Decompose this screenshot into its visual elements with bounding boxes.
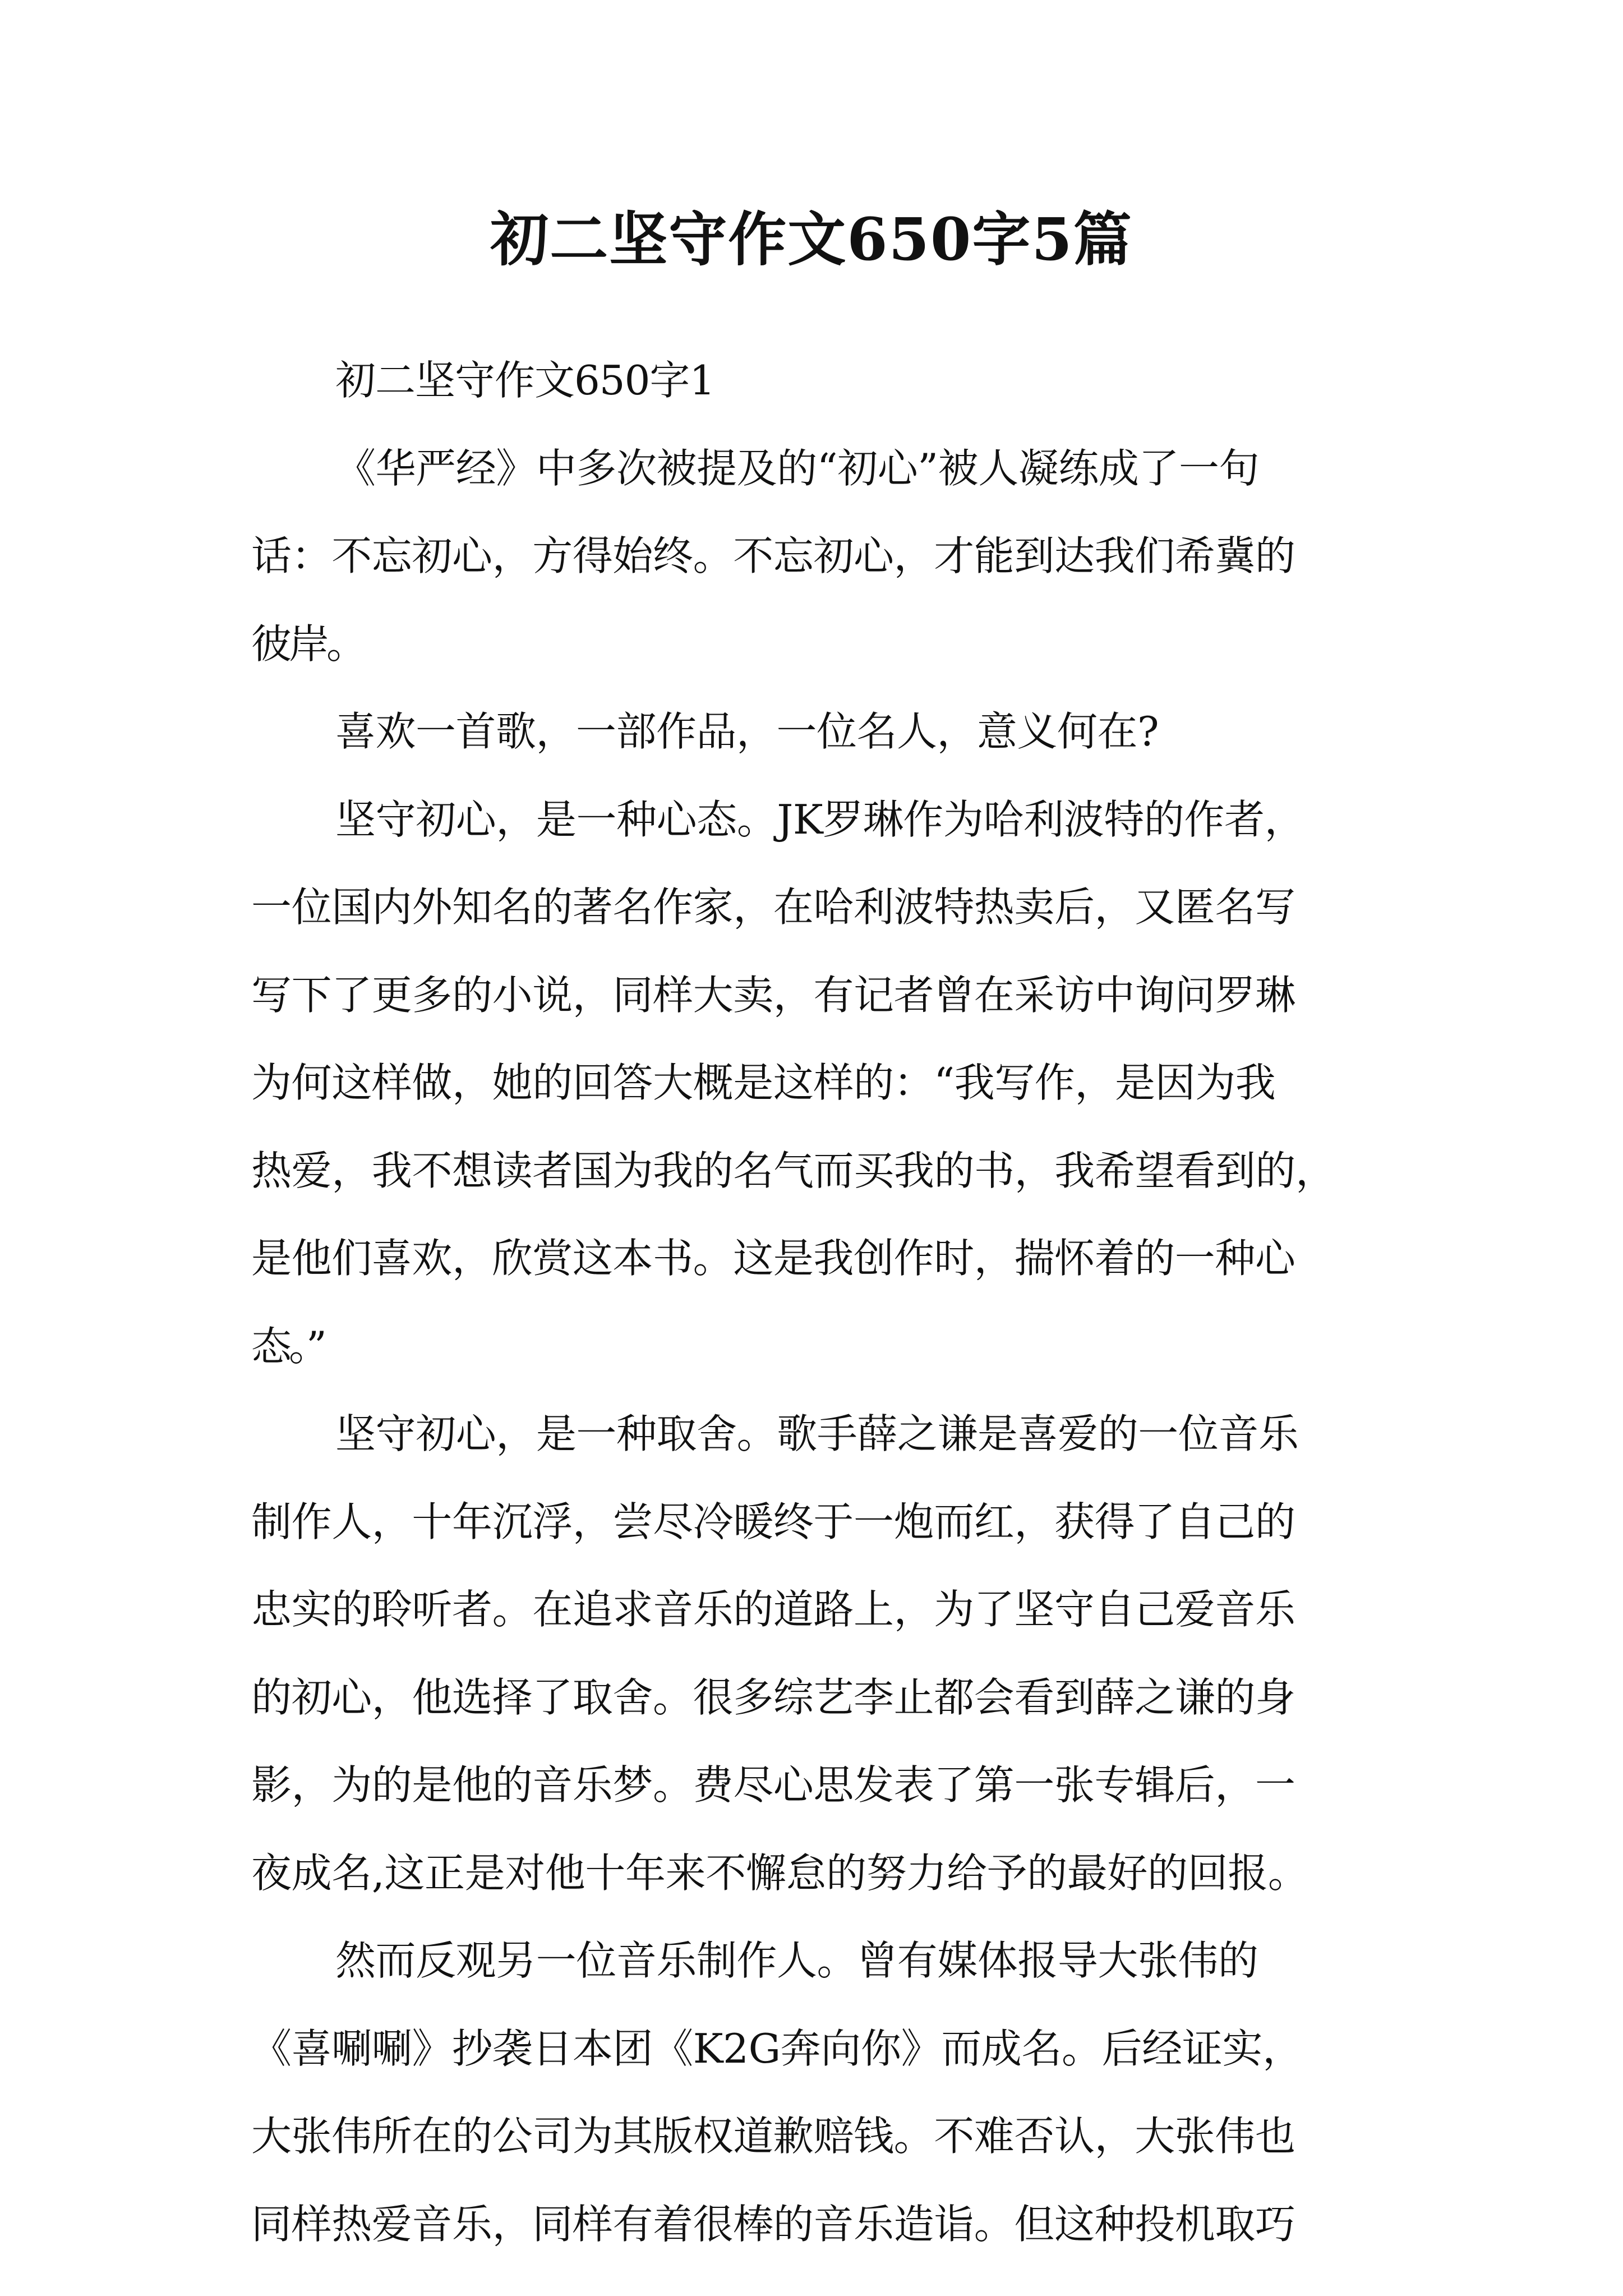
text-line: 夜成名,这正是对他十年来不懈怠的努力给予的最好的回报。	[251, 1849, 1308, 1897]
text-line: 制作人，十年沉浮，尝尽冷暖终于一炮而红，获得了自己的	[251, 1498, 1295, 1545]
text-line: 写下了更多的小说，同样大卖，有记者曾在采访中询问罗琳	[251, 971, 1295, 1019]
document-body	[251, 337, 1373, 2268]
text-line: 坚守初心，是一种取舍。歌手薛之谦是喜爱的一位音乐	[335, 1410, 1299, 1457]
text-line: 一位国内外知名的著名作家，在哈利波特热卖后，又匿名写	[251, 884, 1295, 931]
text-line: 是他们喜欢，欣赏这本书。这是我创作时，揣怀着的一种心	[251, 1235, 1295, 1282]
text-line: 坚守初心，是一种心态。JK罗琳作为哈利波特的作者，	[335, 795, 1305, 843]
text-line: 话：不忘初心，方得始终。不忘初心，才能到达我们希冀的	[251, 532, 1295, 579]
text-line: 彼岸。	[251, 620, 365, 668]
text-line: 忠实的聆听者。在追求音乐的道路上，为了坚守自己爱音乐	[251, 1586, 1295, 1633]
text-line: 然而反观另一位音乐制作人。曾有媒体报导大张伟的	[335, 1937, 1258, 1984]
text-line: 大张伟所在的公司为其版权道歉赔钱。不难否认，大张伟也	[251, 2113, 1295, 2160]
text-line: 为何这样做，她的回答大概是这样的：“我写作，是因为我	[251, 1059, 1276, 1106]
text-line: 态。”	[251, 1322, 324, 1370]
document-title: 初二坚守作文650字5篇	[490, 205, 1133, 274]
text-line: 影，为的是他的音乐梦。费尽心思发表了第一张专辑后，一	[251, 1761, 1295, 1809]
text-line: 《喜唰唰》抄袭日本团《K2G奔向你》而成名。后经证实，	[251, 2024, 1303, 2072]
text-line: 同样热爱音乐，同样有着很棒的音乐造诣。但这种投机取巧	[251, 2200, 1295, 2248]
text-line: 《华严经》中多次被提及的“初心”被人凝练成了一句	[335, 444, 1260, 492]
text-line: 的初心，他选择了取舍。很多综艺李止都会看到薛之谦的身	[251, 1673, 1295, 1721]
text-line: 喜欢一首歌，一部作品，一位名人，意义何在?	[335, 708, 1159, 755]
text-line: 热爱，我不想读者国为我的名气而买我的书，我希望看到的，	[251, 1147, 1336, 1194]
text-line: 初二坚守作文650字1	[335, 357, 715, 404]
